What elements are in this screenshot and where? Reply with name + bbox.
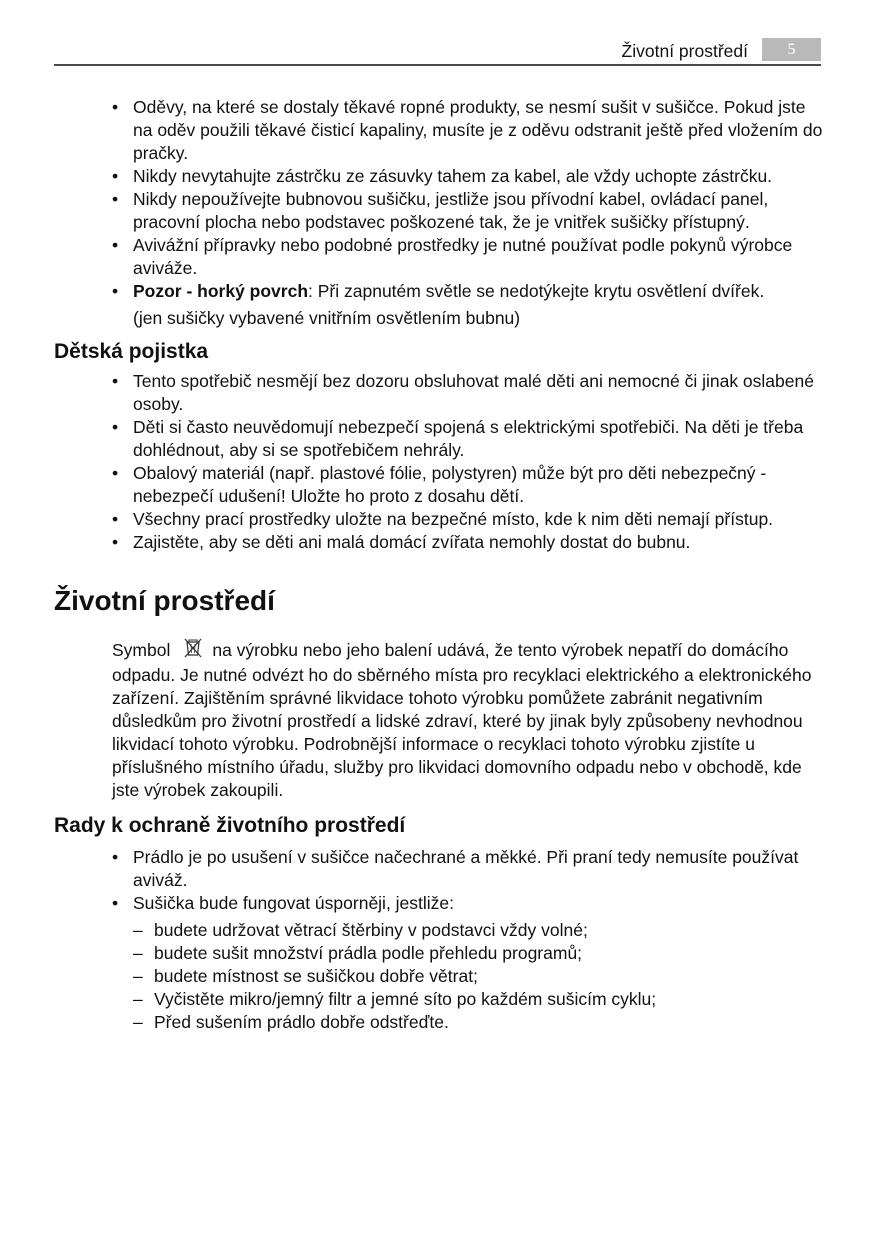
page-number: 5 xyxy=(762,38,821,61)
list-item: • Oděvy, na které se dostaly těkavé ropné produkty, se nesmí sušit v sušičce. Pokud jste na oděv použili těkavé čisticí kapaliny, musíte je z oděvu odstranit ještě před vložením do pračky. xyxy=(112,97,823,163)
sub-list-item: – budete sušit množství prádla podle přehledu programů; xyxy=(133,943,583,963)
sub-list-item: – budete místnost se sušičkou dobře větrat; xyxy=(133,966,478,986)
list-item: • Děti si často neuvědomují nebezpečí spojená s elektrickými spotřebiči. Na děti je třeba dohlédnout, aby si se spotřebičem nehrály. xyxy=(112,417,804,460)
hot-surface-note: (jen sušičky vybavené vnitřním osvětlením bubnu) xyxy=(133,308,521,328)
safety-list xyxy=(54,96,824,303)
tips-list xyxy=(54,846,824,915)
page-content xyxy=(54,96,824,1034)
environment-heading: Životní prostředí xyxy=(54,585,275,616)
sub-list-item: – Před sušením prádlo dobře odstřeďte. xyxy=(133,1012,449,1032)
list-item: • Zajistěte, aby se děti ani malá domácí zvířata nemohly dostat do bubnu. xyxy=(112,532,691,552)
hot-surface-warning: Pozor - horký povrch xyxy=(133,281,309,301)
list-item: • Sušička bude fungovat úsporněji, jestliže: xyxy=(112,893,455,913)
tips-sub-list xyxy=(54,919,824,1034)
tips-heading: Rady k ochraně životního prostředí xyxy=(54,814,406,837)
page-header xyxy=(54,36,821,66)
child-safety-list xyxy=(54,370,824,554)
child-safety-heading: Dětská pojistka xyxy=(54,340,209,363)
list-item: • Nikdy nepoužívejte bubnovou sušičku, jestliže jsou přívodní kabel, ovládací panel, pracovní plocha nebo podstavec poškozené tak, že je vnitřek sušičky přístupný. xyxy=(112,189,769,232)
list-item: • Prádlo je po usušení v sušičce načechrané a měkké. Při praní tedy nemusíte používat aviváž. xyxy=(112,847,799,890)
weee-paragraph: Symbol na výrobku nebo jeho balení udává, že tento výrobek nepatří do domácího odpadu. Je nutné odvézt ho do sběrného místa pro recyklaci elektrického a elektronického zařízení. Zajištěním správné likvidace tohoto výrobku pomůžete zabránit negativním důsledkům pro životní prostředí a lidské zdraví, které by jinak byly způsobeny nevhodnou likvidací tohoto výrobku. Podrobnější informace o recyklaci tohoto výrobku zjistíte u příslušného místního úřadu, služby pro likvidaci domovního odpadu nebo v obchodě, kde jste výrobek zakoupili. xyxy=(112,640,812,800)
list-item: • Obalový materiál (např. plastové fólie, polystyren) může být pro děti nebezpečný - nebezpečí udušení! Uložte ho proto z dosahu dětí. xyxy=(112,463,767,506)
crossed-out-bin-icon xyxy=(184,638,202,664)
list-item-hot-surface: • Pozor - horký povrch: Při zapnutém světle se nedotýkejte krytu osvětlení dvířek. xyxy=(112,281,765,301)
list-item: • Nikdy nevytahujte zástrčku ze zásuvky tahem za kabel, ale vždy uchopte zástrčku. xyxy=(112,166,773,186)
sub-list-item: – budete udržovat větrací štěrbiny v podstavci vždy volné; xyxy=(133,920,588,940)
sub-list-item: – Vyčistěte mikro/jemný filtr a jemné síto po každém sušicím cyklu; xyxy=(133,989,657,1009)
running-header-title: Životní prostředí xyxy=(621,41,748,61)
list-item: • Všechny prací prostředky uložte na bezpečné místo, kde k nim děti nemají přístup. xyxy=(112,509,774,529)
header-rule xyxy=(54,64,821,66)
list-item: • Tento spotřebič nesmějí bez dozoru obsluhovat malé děti ani nemocné či jinak oslabené osoby. xyxy=(112,371,814,414)
list-item: • Avivážní přípravky nebo podobné prostředky je nutné používat podle pokynů výrobce aviváže. xyxy=(112,235,793,278)
